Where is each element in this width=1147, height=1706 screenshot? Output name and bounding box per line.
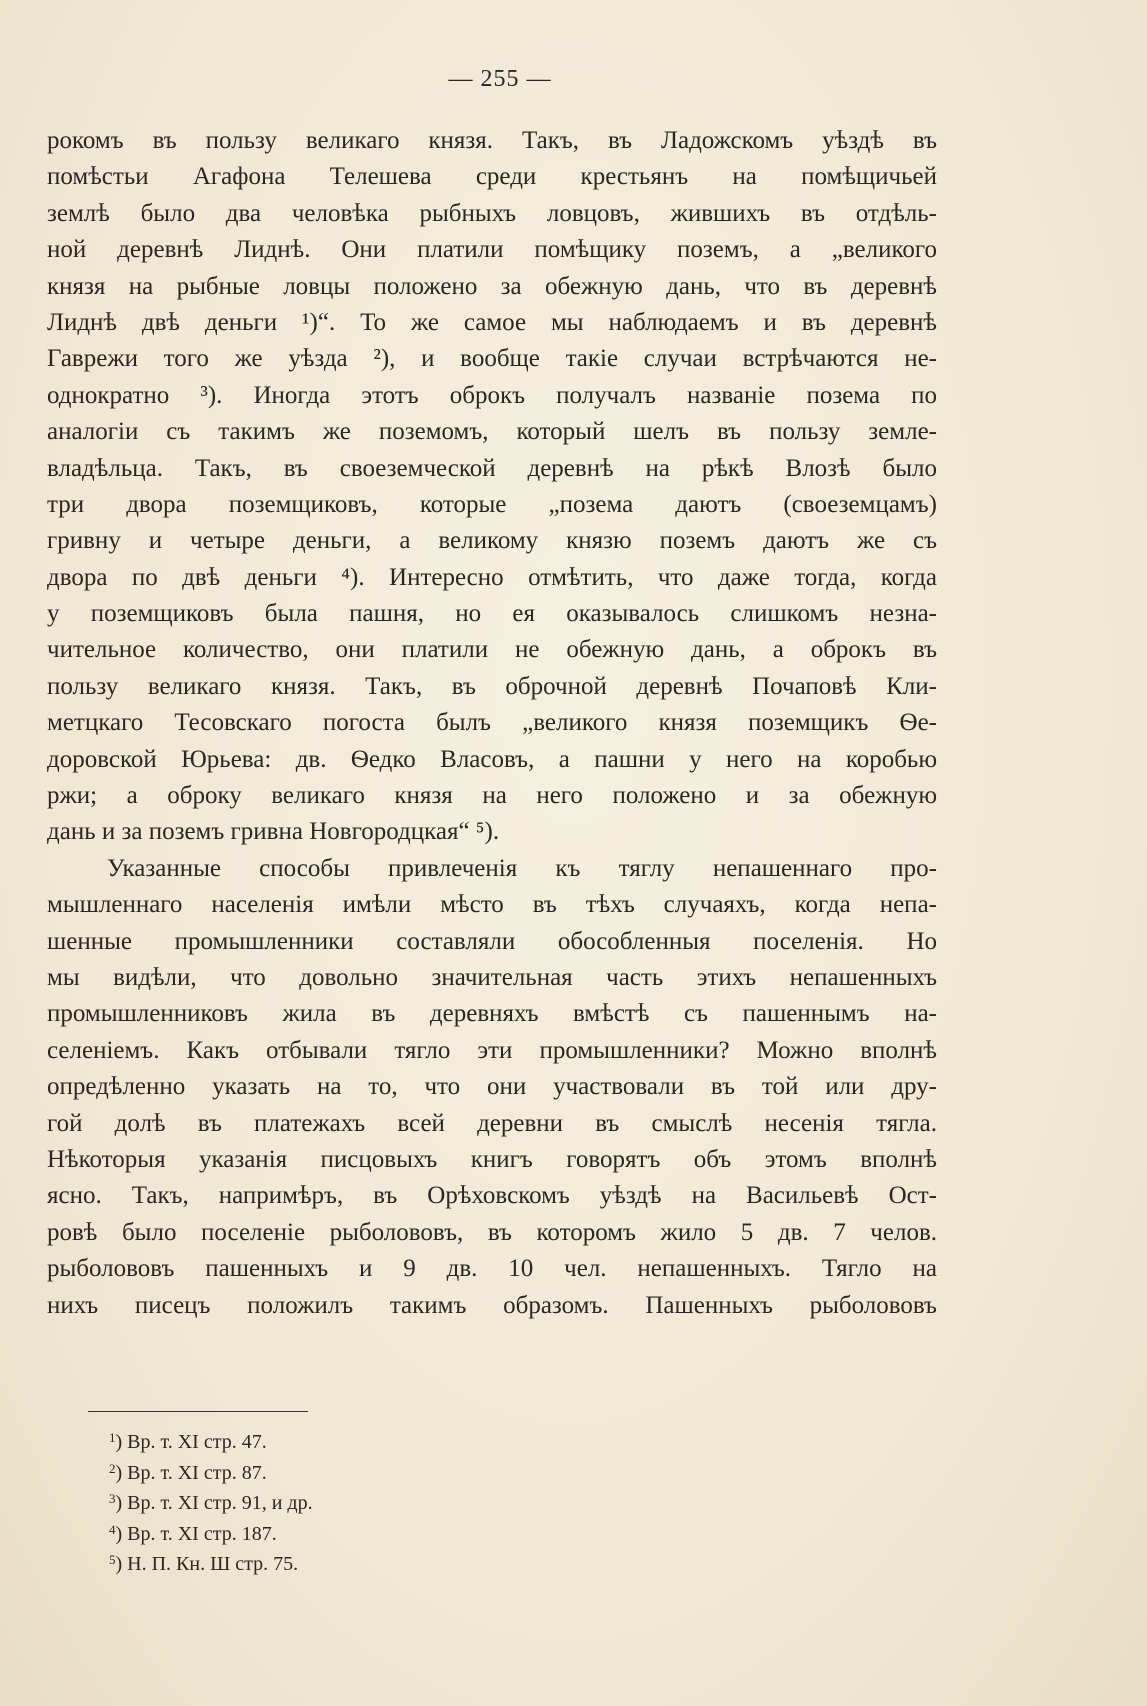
- text-line: опредѣленно указать на то, что они участвовали въ той или дру-: [47, 1073, 937, 1101]
- text-line: Нѣкоторыя указанія писцовыхъ книгъ говорятъ объ этомъ вполнѣ: [47, 1145, 937, 1173]
- text-line: доровской Юрьева: дв. Ѳедко Власовъ, а пашни у него на коробью: [47, 745, 937, 773]
- text-line: чительное количество, они платили не обежную дань, а оброкъ въ: [47, 636, 937, 664]
- text-line: князя на рыбные ловцы положено за обежную дань, что въ деревнѣ: [47, 272, 937, 300]
- text-line: рыболововъ пашенныхъ и 9 дв. 10 чел. непашенныхъ. Тягло на: [47, 1255, 937, 1283]
- text-line: ровѣ было поселеніе рыболововъ, въ которомъ жило 5 дв. 7 челов.: [47, 1218, 937, 1246]
- text-line: двора по двѣ деньги ⁴). Интересно отмѣтить, что даже тогда, когда: [47, 563, 937, 591]
- text-line: промышленниковъ жила въ деревняхъ вмѣстѣ съ пашеннымъ на-: [47, 1000, 937, 1028]
- footnote: [109, 1515, 709, 1546]
- text-line: аналогіи съ такимъ же поземомъ, который шелъ въ пользу земле-: [47, 418, 937, 446]
- footnote: [109, 1423, 709, 1454]
- text-line: однократно ³). Иногда этотъ оброкъ получалъ названіе позема по: [47, 381, 937, 409]
- text-line: ясно. Такъ, напримѣръ, въ Орѣховскомъ уѣздѣ на Васильевѣ Ост-: [47, 1182, 937, 1210]
- footnote-mark: 2: [109, 1460, 116, 1476]
- text-line: мышленнаго населенія имѣли мѣсто въ тѣхъ случаяхъ, когда непа-: [47, 891, 937, 919]
- text-line: рокомъ въ пользу великаго князя. Такъ, въ Ладожскомъ уѣздѣ въ: [47, 127, 937, 154]
- footnote-text: ) Вр. т. XI стр. 87.: [115, 1461, 267, 1484]
- text-line: пользу великаго князя. Такъ, въ оброчной деревнѣ Почаповѣ Кли-: [47, 672, 937, 700]
- footnote: [109, 1545, 709, 1576]
- text-line: селеніемъ. Какъ отбывали тягло эти промышленники? Можно вполнѣ: [47, 1036, 937, 1064]
- footnote-mark: 1: [109, 1430, 116, 1445]
- text-line: Гаврежи того же уѣзда ²), и вообще такіе случаи встрѣчаются не-: [47, 345, 937, 373]
- footnote: [109, 1484, 709, 1515]
- text-line: метцкаго Тесовскаго погоста былъ „великого князя поземщикъ Ѳе-: [47, 709, 937, 737]
- footnote-mark: 3: [109, 1491, 116, 1506]
- footnote-text: ) Вр. т. XI стр. 187.: [115, 1522, 277, 1545]
- footnote-mark: 5: [109, 1552, 116, 1567]
- footnotes: [109, 1423, 709, 1576]
- text-line: мы видѣли, что довольно значительная часть этихъ непашенныхъ: [47, 963, 937, 991]
- footnote-divider: [88, 1411, 308, 1412]
- text-line: шенные промышленники составляли обособленныя поселенія. Но: [47, 927, 937, 955]
- text-line: землѣ было два человѣка рыбныхъ ловцовъ, жившихъ въ отдѣль-: [47, 199, 937, 227]
- paragraph-first-line: Указанные способы привлеченія къ тяглу непашеннаго про-: [107, 854, 937, 882]
- text-line: ной деревнѣ Лиднѣ. Они платили помѣщику поземъ, а „великого: [47, 236, 937, 264]
- text-line: гой долѣ въ платежахъ всей деревни въ смыслѣ несенія тягла.: [47, 1109, 937, 1137]
- text-line: дань и за поземъ гривна Новгородцкая“ ⁵).: [47, 818, 500, 846]
- text-line: владѣльца. Такъ, въ своеземческой деревнѣ на рѣкѣ Влозѣ было: [47, 454, 937, 482]
- footnote-text: ) Вр. т. XI стр. 91, и др.: [115, 1492, 313, 1514]
- page-number: — 255 —: [448, 66, 552, 92]
- text-line: ржи; а оброку великаго князя на него положено и за обежную: [47, 782, 937, 810]
- main-text: [47, 123, 937, 1324]
- footnote-text: ) Н. П. Кн. Ш стр. 75.: [115, 1553, 299, 1575]
- footnote-mark: 4: [109, 1521, 116, 1537]
- footnote: [109, 1454, 709, 1485]
- text-line: помѣстьи Агафона Телешева среди крестьянъ на помѣщичьей: [47, 163, 937, 191]
- text-line: нихъ писецъ положилъ такимъ образомъ. Пашенныхъ рыболововъ: [47, 1291, 937, 1319]
- text-line: Лиднѣ двѣ деньги ¹)“. То же самое мы наблюдаемъ и въ деревнѣ: [47, 308, 937, 336]
- footnote-text: ) Вр. т. XI стр. 47.: [115, 1431, 267, 1453]
- text-line: три двора поземщиковъ, которые „позема даютъ (своеземцамъ): [47, 490, 937, 518]
- text-line: гривну и четыре деньги, а великому князю поземъ даютъ же съ: [47, 527, 937, 555]
- text-line: у поземщиковъ была пашня, но ея оказывалось слишкомъ незна-: [47, 600, 937, 628]
